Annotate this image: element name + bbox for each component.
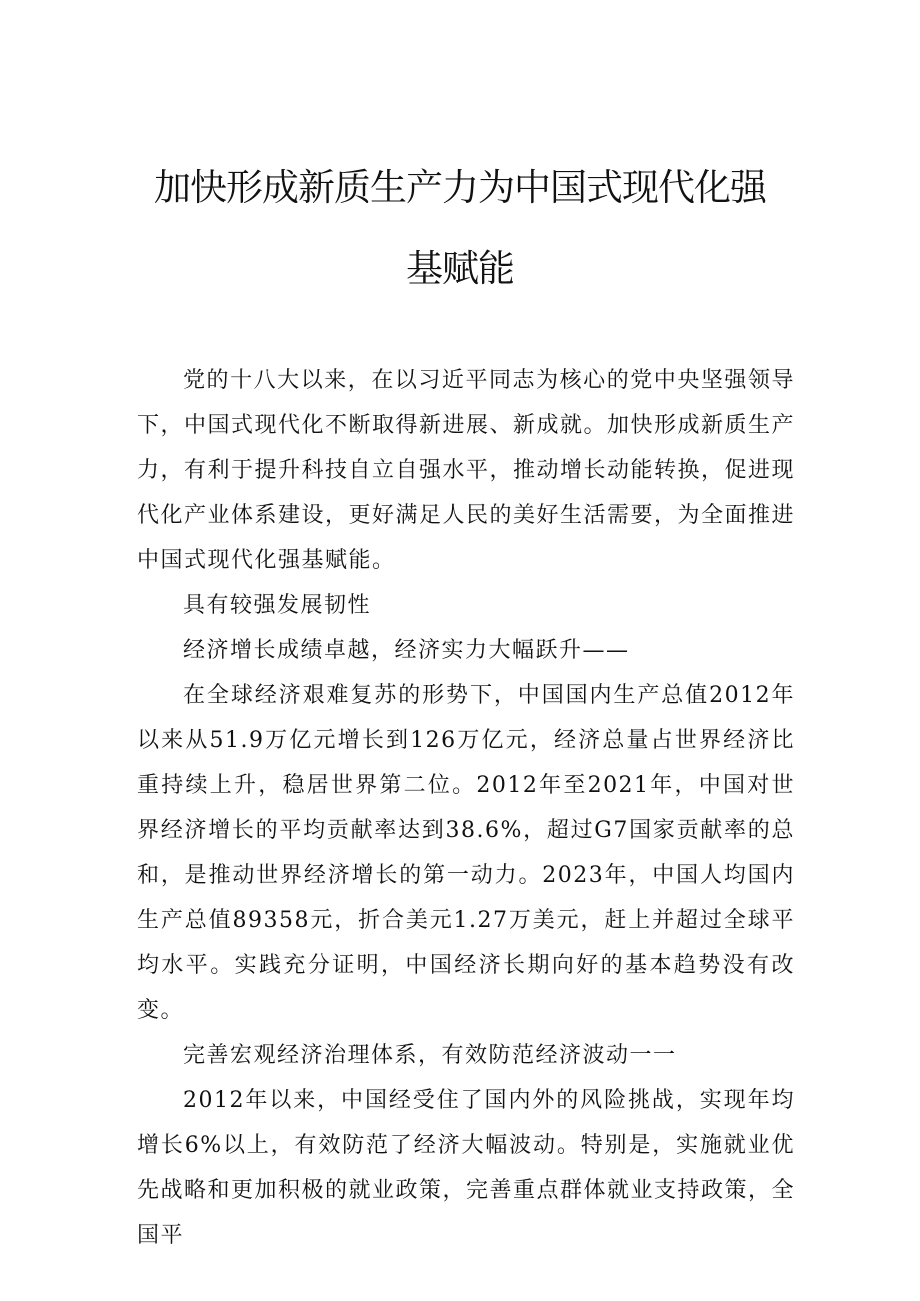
document-body — [137, 358, 795, 1258]
paragraph-growth: 在全球经济艰难复苏的形势下，中国国内生产总值2012年以来从51.9万亿元增长到126万亿元，经济总量占世界经济比重持续上升，稳居世界第二位。2012年至2021年，中国对世界经济增长的平均贡献率达到38.6%，超过G7国家贡献率的总和，是推动世界经济增长的第一动力。2023年，中国人均国内生产总值89358元，折合美元1.27万美元，赶上并超过全球平均水平。实践充分证明，中国经济长期向好的基本趋势没有改变。 — [137, 683, 795, 1023]
paragraph-intro: 党的十八大以来，在以习近平同志为核心的党中央坚强领导下，中国式现代化不断取得新进展、新成就。加快形成新质生产力，有利于提升科技自立自强水平，推动增长动能转换，促进现代化产业体系建设，更好满足人民的美好生活需要，为全面推进中国式现代化强基赋能。 — [137, 368, 796, 573]
subheading-macro: 完善宏观经济治理体系，有效防范经济波动一一 — [183, 1043, 677, 1068]
section-heading: 具有较强发展韧性 — [183, 593, 372, 618]
document-title-line-2: 基赋能 — [406, 247, 514, 290]
subheading-growth: 经济增长成绩卓越，经济实力大幅跃升—— — [183, 638, 630, 663]
paragraph-macro: 2012年以来，中国经受住了国内外的风险挑战，实现年均增长6%以上，有效防范了经济大幅波动。特别是，实施就业优先战略和更加积极的就业政策，完善重点群体就业支持政策，全国平 — [137, 1088, 796, 1248]
document-title-line-1: 加快形成新质生产力为中国式现代化强 — [154, 166, 766, 209]
